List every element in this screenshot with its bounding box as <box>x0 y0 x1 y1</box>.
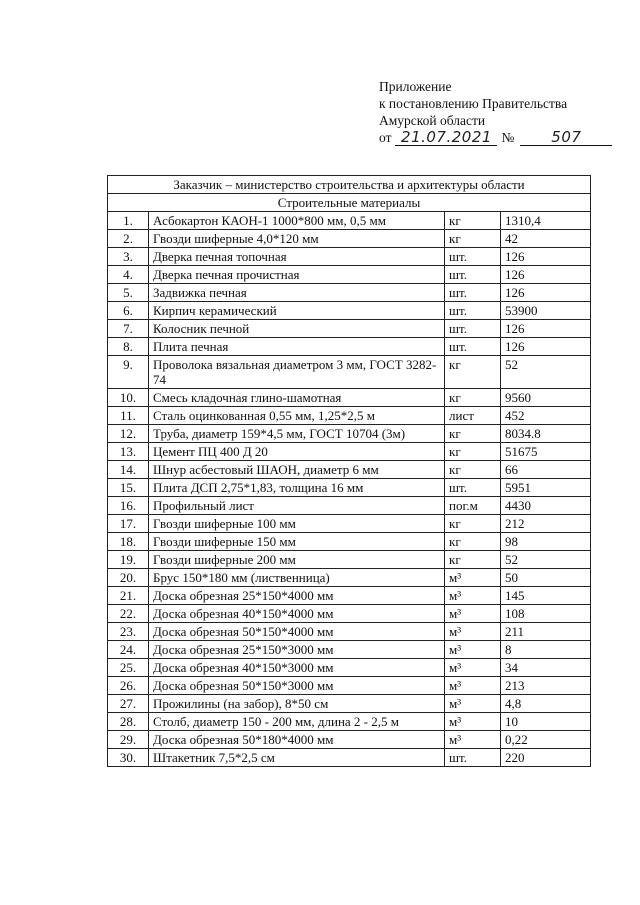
appendix-resolution-ref: к постановлению Правительства <box>379 96 568 111</box>
appendix-region: Амурской области <box>379 113 486 128</box>
material-name: Дверка печная топочная <box>149 248 445 266</box>
table-row <box>108 425 591 443</box>
unit-of-measure: м³ <box>445 677 501 695</box>
quantity: 0,22 <box>501 731 591 749</box>
table-row <box>108 230 591 248</box>
unit-of-measure: м³ <box>445 695 501 713</box>
material-name: Шнур асбестовый ШАОН, диаметр 6 мм <box>149 461 445 479</box>
row-number: 6. <box>108 302 149 320</box>
table-row <box>108 605 591 623</box>
row-number: 5. <box>108 284 149 302</box>
row-number: 14. <box>108 461 149 479</box>
material-name: Профильный лист <box>149 497 445 515</box>
unit-of-measure: кг <box>445 443 501 461</box>
quantity: 66 <box>501 461 591 479</box>
unit-of-measure: кг <box>445 389 501 407</box>
number-label: № <box>501 130 515 145</box>
row-number: 10. <box>108 389 149 407</box>
material-name: Плита печная <box>149 338 445 356</box>
material-name: Доска обрезная 40*150*4000 мм <box>149 605 445 623</box>
quantity: 212 <box>501 515 591 533</box>
customer-row <box>108 176 591 194</box>
quantity: 211 <box>501 623 591 641</box>
material-name: Гвозди шиферные 100 мм <box>149 515 445 533</box>
material-name: Гвозди шиферные 4,0*120 мм <box>149 230 445 248</box>
handwritten-date: 21.07.2021 <box>395 129 497 146</box>
quantity: 52 <box>501 551 591 569</box>
quantity: 126 <box>501 266 591 284</box>
unit-of-measure: м³ <box>445 731 501 749</box>
unit-of-measure: кг <box>445 356 501 389</box>
table-row <box>108 551 591 569</box>
table-row <box>108 731 591 749</box>
unit-of-measure: кг <box>445 230 501 248</box>
table-row <box>108 338 591 356</box>
table-row <box>108 623 591 641</box>
row-number: 1. <box>108 212 149 230</box>
table-row <box>108 479 591 497</box>
quantity: 53900 <box>501 302 591 320</box>
quantity: 8 <box>501 641 591 659</box>
table-row <box>108 248 591 266</box>
row-number: 26. <box>108 677 149 695</box>
row-number: 18. <box>108 533 149 551</box>
row-number: 27. <box>108 695 149 713</box>
material-name: Доска обрезная 50*150*4000 мм <box>149 623 445 641</box>
material-name: Труба, диаметр 159*4,5 мм, ГОСТ 10704 (3м) <box>149 425 445 443</box>
appendix-date-number-line <box>379 129 619 146</box>
table-row <box>108 641 591 659</box>
quantity: 51675 <box>501 443 591 461</box>
unit-of-measure: шт. <box>445 266 501 284</box>
handwritten-number: 507 <box>520 129 612 146</box>
table-row <box>108 749 591 767</box>
unit-of-measure: шт. <box>445 749 501 767</box>
unit-of-measure: шт. <box>445 284 501 302</box>
table-row <box>108 713 591 731</box>
row-number: 20. <box>108 569 149 587</box>
table-row <box>108 443 591 461</box>
table-row <box>108 284 591 302</box>
row-number: 19. <box>108 551 149 569</box>
table-row <box>108 533 591 551</box>
row-number: 22. <box>108 605 149 623</box>
material-name: Доска обрезная 25*150*4000 мм <box>149 587 445 605</box>
quantity: 9560 <box>501 389 591 407</box>
material-name: Колосник печной <box>149 320 445 338</box>
table-row <box>108 659 591 677</box>
unit-of-measure: шт. <box>445 302 501 320</box>
row-number: 24. <box>108 641 149 659</box>
unit-of-measure: кг <box>445 551 501 569</box>
row-number: 3. <box>108 248 149 266</box>
quantity: 108 <box>501 605 591 623</box>
unit-of-measure: м³ <box>445 659 501 677</box>
quantity: 1310,4 <box>501 212 591 230</box>
table-row <box>108 569 591 587</box>
quantity: 126 <box>501 248 591 266</box>
unit-of-measure: шт. <box>445 248 501 266</box>
unit-of-measure: пог.м <box>445 497 501 515</box>
section-row <box>108 194 591 212</box>
material-name: Брус 150*180 мм (лиственница) <box>149 569 445 587</box>
row-number: 11. <box>108 407 149 425</box>
unit-of-measure: шт. <box>445 320 501 338</box>
quantity: 4,8 <box>501 695 591 713</box>
material-name: Асбокартон КАОН-1 1000*800 мм, 0,5 мм <box>149 212 445 230</box>
row-number: 16. <box>108 497 149 515</box>
row-number: 28. <box>108 713 149 731</box>
material-name: Доска обрезная 50*150*3000 мм <box>149 677 445 695</box>
material-name: Проволока вязальная диаметром 3 мм, ГОСТ 3282-74 <box>149 356 445 389</box>
appendix-header <box>379 78 619 146</box>
unit-of-measure: шт. <box>445 479 501 497</box>
quantity: 50 <box>501 569 591 587</box>
quantity: 126 <box>501 338 591 356</box>
materials-table <box>107 175 591 767</box>
table-row <box>108 695 591 713</box>
unit-of-measure: м³ <box>445 569 501 587</box>
row-number: 30. <box>108 749 149 767</box>
quantity: 42 <box>501 230 591 248</box>
row-number: 13. <box>108 443 149 461</box>
material-name: Гвозди шиферные 200 мм <box>149 551 445 569</box>
quantity: 145 <box>501 587 591 605</box>
quantity: 220 <box>501 749 591 767</box>
material-name: Сталь оцинкованная 0,55 мм, 1,25*2,5 м <box>149 407 445 425</box>
material-name: Гвозди шиферные 150 мм <box>149 533 445 551</box>
unit-of-measure: шт. <box>445 338 501 356</box>
material-name: Смесь кладочная глино-шамотная <box>149 389 445 407</box>
quantity: 4430 <box>501 497 591 515</box>
customer-cell: Заказчик – министерство строительства и архитектуры области <box>108 176 591 194</box>
table-row <box>108 212 591 230</box>
row-number: 25. <box>108 659 149 677</box>
material-name: Штакетник 7,5*2,5 см <box>149 749 445 767</box>
row-number: 7. <box>108 320 149 338</box>
unit-of-measure: кг <box>445 425 501 443</box>
table-row <box>108 515 591 533</box>
material-name: Доска обрезная 40*150*3000 мм <box>149 659 445 677</box>
row-number: 12. <box>108 425 149 443</box>
table-row <box>108 302 591 320</box>
table-row <box>108 497 591 515</box>
material-name: Доска обрезная 50*180*4000 мм <box>149 731 445 749</box>
quantity: 8034.8 <box>501 425 591 443</box>
row-number: 23. <box>108 623 149 641</box>
table-row <box>108 461 591 479</box>
unit-of-measure: кг <box>445 515 501 533</box>
table-row <box>108 389 591 407</box>
quantity: 34 <box>501 659 591 677</box>
quantity: 213 <box>501 677 591 695</box>
quantity: 126 <box>501 284 591 302</box>
unit-of-measure: кг <box>445 212 501 230</box>
unit-of-measure: лист <box>445 407 501 425</box>
unit-of-measure: м³ <box>445 587 501 605</box>
table-row <box>108 320 591 338</box>
table-row <box>108 677 591 695</box>
quantity: 452 <box>501 407 591 425</box>
unit-of-measure: кг <box>445 461 501 479</box>
table-row <box>108 587 591 605</box>
material-name: Дверка печная прочистная <box>149 266 445 284</box>
material-name: Столб, диаметр 150 - 200 мм, длина 2 - 2,5 м <box>149 713 445 731</box>
material-name: Доска обрезная 25*150*3000 мм <box>149 641 445 659</box>
unit-of-measure: м³ <box>445 641 501 659</box>
from-label: от <box>379 130 392 145</box>
table-row <box>108 407 591 425</box>
material-name: Прожилины (на забор), 8*50 см <box>149 695 445 713</box>
unit-of-measure: м³ <box>445 623 501 641</box>
row-number: 29. <box>108 731 149 749</box>
quantity: 52 <box>501 356 591 389</box>
unit-of-measure: м³ <box>445 605 501 623</box>
appendix-title: Приложение <box>379 79 452 94</box>
quantity: 5951 <box>501 479 591 497</box>
material-name: Задвижка печная <box>149 284 445 302</box>
table-row <box>108 356 591 389</box>
quantity: 10 <box>501 713 591 731</box>
row-number: 21. <box>108 587 149 605</box>
row-number: 4. <box>108 266 149 284</box>
row-number: 8. <box>108 338 149 356</box>
row-number: 9. <box>108 356 149 389</box>
row-number: 17. <box>108 515 149 533</box>
table-row <box>108 266 591 284</box>
section-cell: Строительные материалы <box>108 194 591 212</box>
row-number: 15. <box>108 479 149 497</box>
material-name: Цемент ПЦ 400 Д 20 <box>149 443 445 461</box>
material-name: Кирпич керамический <box>149 302 445 320</box>
quantity: 98 <box>501 533 591 551</box>
unit-of-measure: кг <box>445 533 501 551</box>
material-name: Плита ДСП 2,75*1,83, толщина 16 мм <box>149 479 445 497</box>
quantity: 126 <box>501 320 591 338</box>
row-number: 2. <box>108 230 149 248</box>
unit-of-measure: м³ <box>445 713 501 731</box>
